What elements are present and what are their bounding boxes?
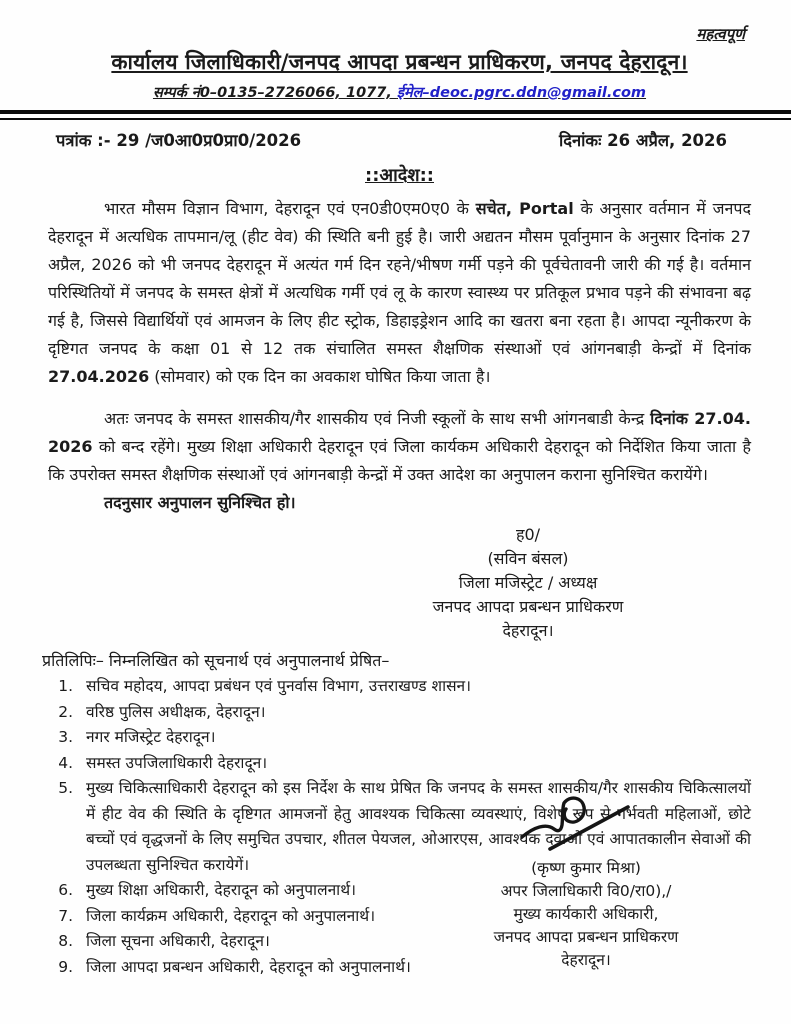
contact-email: ईमेल–deoc.pgrc.ddn@gmail.com	[396, 85, 647, 101]
p1-segment: (सोमवार) को एक दिन का अवकाश घोषित किया जाता है।	[149, 367, 491, 386]
p1-segment-bold: सचेत, Portal	[475, 199, 574, 218]
copy-item-6: 6. मुख्य शिक्षा अधिकारी, देहरादून को अनुपालनार्थ।	[78, 878, 751, 904]
meta-row	[48, 126, 751, 151]
copy-item-7: 7. जिला कार्यक्रम अधिकारी, देहरादून को अनुपालनार्थ।	[78, 904, 751, 930]
copy-item-9: 9. जिला आपदा प्रबन्धन अधिकारी, देहरादून को अनुपालनार्थ।	[78, 955, 751, 981]
copy-heading: प्रतिलिपिः– निम्नलिखित को सूचनार्थ एवं अनुपालनार्थ प्रेषित–	[42, 651, 390, 670]
badge-row	[48, 24, 751, 44]
copy-item-2: 2. वरिष्ठ पुलिस अधीक्षक, देहरादून।	[78, 700, 751, 726]
p2-date-bold: दिनांक 27.04. 2026	[48, 409, 751, 456]
copy-item-4: 4. समस्त उपजिलाधिकारी देहरादून।	[78, 751, 751, 777]
compliance-line: तदनुसार अनुपालन सुनिश्चित हो।	[104, 493, 296, 512]
handwritten-signature-icon	[516, 793, 656, 855]
order-paragraph-2	[48, 405, 751, 489]
office-title: कार्यालय जिलाधिकारी/जनपद आपदा प्रबन्धन प्राधिकरण, जनपद देहरादून।	[111, 50, 688, 74]
signatory2-designation-2: मुख्य कार्यकारी अधिकारी,	[513, 905, 659, 923]
copy-item-1: 1. सचिव महोदय, आपदा प्रबंधन एवं पुनर्वास विभाग, उत्तराखण्ड शासन।	[78, 674, 751, 700]
signatory1-authority: जनपद आपदा प्रबन्धन प्राधिकरण	[432, 597, 624, 616]
contact-line	[48, 82, 751, 102]
signatory1-name: (सविन बंसल)	[487, 549, 569, 568]
signatory2-designation-1: अपर जिलाधिकारी वि0/रा0),/	[500, 882, 672, 900]
header-divider	[0, 110, 791, 120]
p2-segment: को बन्द रहेंगे। मुख्य शिक्षा अधिकारी देहरादून एवं जिला कार्यकम अधिकारी देहरादून को निर्देशित किया जाता है कि उपरोक्त समस्त शैक्षणिक संस्थाओं एवं आंगनबाड़ी केन्द्रों में उक्त आदेश का अनुपालन कराना सुनिश्चित करायेंगे।	[48, 437, 751, 484]
order-heading: ::आदेश::	[365, 165, 434, 186]
order-paragraph-1	[48, 195, 751, 391]
p1-segment: भारत मौसम विज्ञान विभाग, देहरादून एवं एन0डी0एम0ए0 के	[104, 199, 476, 218]
signature-mark: ह0/	[515, 525, 541, 544]
signatory-block-1	[383, 523, 673, 643]
contact-phone: सम्पर्क नं0–0135–2726066, 1077,	[152, 85, 397, 101]
p1-segment: के अनुसार वर्तमान में जनपद देहरादून में अत्यधिक तापमान/लू (हीट वेव) की स्थिति बनी हुई है। जारी अद्यतन मौसम पूर्वानुमान के अनुसार दिनांक 27 अप्रैल, 2026 को भी जनपद देहरादून में अत्यंत गर्म दिन रहने/भीषण गर्मी पड़ने की पूर्वचेतावनी जारी की गई है। वर्तमान परिस्थितियों में जनपद के समस्त क्षेत्रों में अत्यधिक गर्मी एवं लू के कारण स्वास्थ्य पर प्रतिकूल प्रभाव पड़ने की संभावना बढ़ गई है, जिससे विद्यार्थियों एवं आमजन के लिए हीट स्ट्रोक, डिहाइड्रेशन आदि का खतरा बना रहता है। आपदा न्यूनीकरण के दृष्टिगत जनपद के कक्षा 01 से 12 तक संचालित समस्त शैक्षणिक संस्थाओं एवं आंगनबाड़ी केन्द्रों में दिनांक	[48, 199, 751, 358]
signatory1-place: देहरादून।	[502, 621, 554, 640]
signatory2-name: (कृष्ण कुमार मिश्रा)	[531, 859, 641, 877]
signatory-block-2	[427, 793, 745, 972]
signatory1-designation: जिला मजिस्ट्रेट / अध्यक्ष	[458, 573, 598, 592]
copy-item-3: 3. नगर मजिस्ट्रेट देहरादून।	[78, 725, 751, 751]
copy-item-8: 8. जिला सूचना अधिकारी, देहरादून।	[78, 929, 751, 955]
copy-item-5: 5. मुख्य चिकित्साधिकारी देहरादून को इस निर्देश के साथ प्रेषित कि जनपद के समस्त शासकीय/गैर शासकीय चिकित्सालयों में हीट वेव की स्थिति के दृष्टिगत आमजनों हेतु आवश्यक चिकित्सा व्यवस्थाएं, विशेष रूप से गर्भवती महिलाओं, छोटे बच्चों एवं वृद्धजनों के लिए समुचित उपचार, शीतल पेयजल, ओआरएस, आवश्यक दवाओं एवं आपातकालीन सेवाओं की उपलब्धता सुनिश्चित करायेगें।	[78, 776, 751, 878]
signatory2-place: देहरादून।	[561, 951, 611, 969]
p2-segment: अतः जनपद के समस्त शासकीय/गैर शासकीय एवं निजी स्कूलों के साथ सभी आंगनबाडी केन्द्र	[104, 409, 651, 428]
p1-date-bold: 27.04.2026	[48, 367, 150, 386]
letter-date: दिनांकः 26 अप्रैल, 2026	[558, 131, 727, 150]
signatory2-authority: जनपद आपदा प्रबन्धन प्राधिकरण	[493, 928, 679, 946]
important-badge: महत्वपूर्ण	[696, 25, 745, 43]
letter-number: पत्रांक :- 29 /ज0आ0प्र0प्रा0/2026	[56, 131, 302, 150]
